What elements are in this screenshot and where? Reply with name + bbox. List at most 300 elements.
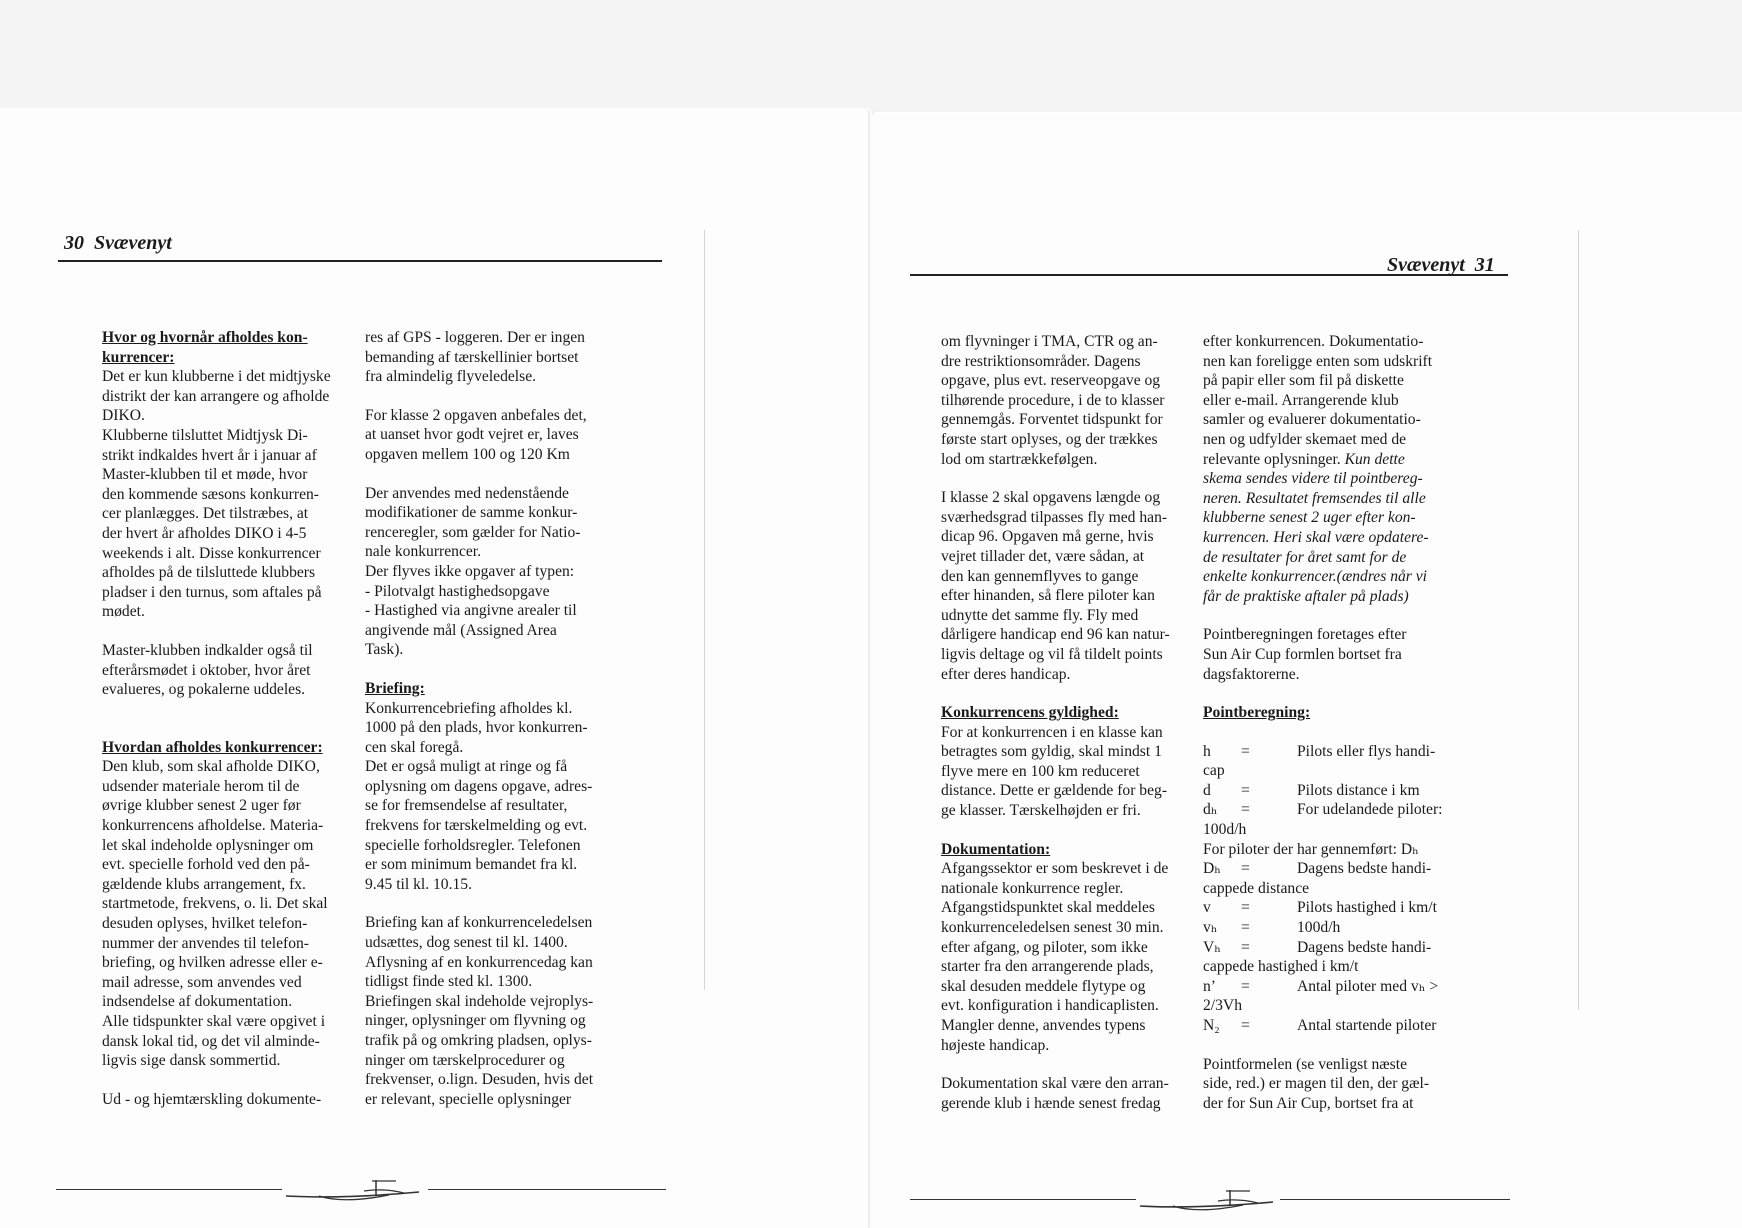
text-content: Sun Air Cup formlen bortset fra bbox=[1203, 645, 1402, 663]
formula-equals: = bbox=[1241, 801, 1250, 819]
text-line bbox=[365, 933, 635, 953]
text-content: Task). bbox=[365, 641, 404, 659]
text-content: sværhedsgrad tilpasses fly med han- bbox=[941, 508, 1168, 526]
footer-rule bbox=[428, 1189, 666, 1190]
text-content: kurrencer: bbox=[102, 348, 175, 366]
magazine-title: Svævenyt bbox=[1387, 254, 1465, 276]
text-content: efter deres handicap. bbox=[941, 665, 1071, 683]
text-line bbox=[941, 938, 1203, 958]
text-content: der hvert år afholdes DIKO i 4-5 bbox=[102, 524, 307, 542]
paragraph-spacer bbox=[365, 465, 635, 484]
text-line bbox=[365, 406, 635, 426]
text-content: cer planlægges. Det tilstræbes, at bbox=[102, 505, 309, 523]
text-content: der for Sun Air Cup, bortset fra at bbox=[1203, 1094, 1414, 1112]
text-content: Klubberne tilsluttet Midtjysk Di- bbox=[102, 426, 308, 444]
text-content: Den klub, som skal afholde DIKO, bbox=[102, 758, 320, 776]
text-content: weekends i alt. Disse konkurrencer bbox=[102, 544, 321, 562]
text-line bbox=[941, 332, 1203, 352]
text-content: ge klasser. Tærskelhøjden er fri. bbox=[941, 802, 1141, 820]
text-content: Pointberegning: bbox=[1203, 704, 1311, 722]
text-content: Dokumentation: bbox=[941, 840, 1051, 858]
text-content: udnytte det samme fly. Fly med bbox=[941, 606, 1139, 624]
text-line bbox=[941, 1036, 1203, 1056]
text-content: samler og evaluerer dokumentatio- bbox=[1203, 411, 1421, 429]
text-content: er som minimum bemandet fra kl. bbox=[365, 856, 578, 874]
formula-description: Antal piloter med vₕ > bbox=[1297, 977, 1439, 995]
text-line bbox=[102, 661, 372, 681]
text-line bbox=[941, 586, 1203, 606]
text-content: cappede hastighed i km/t bbox=[1203, 958, 1359, 976]
text-line bbox=[102, 934, 372, 954]
text-line bbox=[941, 762, 1203, 782]
footer-rule bbox=[56, 1189, 282, 1190]
right-page-fold-edge bbox=[1578, 230, 1579, 1010]
text-content: 2/3Vh bbox=[1203, 997, 1242, 1015]
text-content: Ud - og hjemtærskling dokumente- bbox=[102, 1090, 322, 1108]
italic-text-line bbox=[1203, 567, 1467, 587]
text-content: modifikationer de samme konkur- bbox=[365, 504, 578, 522]
section-heading bbox=[102, 348, 372, 368]
text-line bbox=[1203, 840, 1467, 860]
text-content: evt. konfiguration i handicaplisten. bbox=[941, 997, 1159, 1015]
formula-description: Dagens bedste handi- bbox=[1297, 938, 1432, 956]
right-page-footer bbox=[910, 1188, 1510, 1218]
text-line bbox=[365, 484, 635, 504]
text-line bbox=[365, 621, 635, 641]
text-content: betragtes som gyldig, skal mindst 1 bbox=[941, 743, 1162, 761]
text-line bbox=[941, 625, 1203, 645]
text-line bbox=[365, 328, 635, 348]
text-line bbox=[1203, 665, 1467, 685]
text-content: Der anvendes med nedenstående bbox=[365, 484, 569, 502]
text-content: Hvordan afholdes konkurrencer: bbox=[102, 738, 323, 756]
text-content: For piloter der har gennemført: Dₕ bbox=[1203, 840, 1419, 858]
text-content: konkurrencens afholdelse. Materia- bbox=[102, 817, 324, 835]
text-content: ligvis deltage og vil få tildelt points bbox=[941, 645, 1163, 663]
text-content: Aflysning af en konkurrencedag kan bbox=[365, 953, 593, 971]
text-line bbox=[102, 426, 372, 446]
text-content: er relevant, specielle oplysninger bbox=[365, 1090, 572, 1108]
paragraph-spacer bbox=[1203, 1036, 1467, 1055]
text-line bbox=[102, 777, 372, 797]
section-heading bbox=[102, 328, 372, 348]
text-content: fra almindelig flyveledelse. bbox=[365, 368, 537, 386]
text-content: Briefing: bbox=[365, 679, 425, 697]
text-line bbox=[941, 527, 1203, 547]
text-line bbox=[102, 465, 372, 485]
text-line bbox=[102, 973, 372, 993]
text-line bbox=[365, 816, 635, 836]
text-line bbox=[102, 406, 372, 426]
text-content: Der flyves ikke opgaver af typen: bbox=[365, 562, 575, 580]
text-line bbox=[941, 488, 1203, 508]
text-content: Konkurrencens gyldighed: bbox=[941, 704, 1119, 722]
italic-text-line bbox=[1203, 469, 1467, 489]
text-line bbox=[941, 879, 1203, 899]
text-content: udsættes, dog senest til kl. 1400. bbox=[365, 934, 568, 952]
paragraph-spacer bbox=[365, 660, 635, 679]
text-content: øvrige klubber senest 2 uger før bbox=[102, 797, 301, 815]
text-line bbox=[941, 918, 1203, 938]
text-content: Mangler denne, anvendes typens bbox=[941, 1017, 1146, 1034]
text-line bbox=[365, 699, 635, 719]
text-line bbox=[102, 544, 372, 564]
text-line bbox=[365, 796, 635, 816]
text-content: ninger, oplysninger om flyvning og bbox=[365, 1012, 586, 1030]
formula-symbol: v bbox=[1203, 899, 1211, 917]
text-line bbox=[102, 855, 372, 875]
text-line bbox=[102, 1032, 372, 1052]
text-line bbox=[365, 503, 635, 523]
glider-icon bbox=[284, 1178, 484, 1208]
text-line bbox=[102, 875, 372, 895]
text-content: indsendelse af dokumentation. bbox=[102, 993, 293, 1011]
text-content: For klasse 2 opgaven anbefales det, bbox=[365, 406, 587, 424]
text-content: gældende klubs arrangement, fx. bbox=[102, 875, 306, 893]
text-content: får de praktiske aftaler på plads) bbox=[1203, 587, 1409, 605]
text-line bbox=[365, 562, 635, 582]
formula-description: Pilots hastighed i km/t bbox=[1297, 899, 1437, 917]
text-line bbox=[941, 450, 1203, 470]
formula-symbol: dₕ bbox=[1203, 801, 1218, 819]
text-content: at uanset hvor godt vejret er, laves bbox=[365, 426, 579, 444]
scan-background bbox=[0, 0, 1742, 112]
header-rule bbox=[58, 260, 662, 262]
text-content: gerende klub i hænde senest fredag bbox=[941, 1094, 1161, 1112]
text-line bbox=[1203, 761, 1467, 781]
text-content: specielle forholdsregler. Telefonen bbox=[365, 836, 581, 854]
paragraph-spacer bbox=[941, 684, 1203, 703]
text-content: klubberne senest 2 uger efter kon- bbox=[1203, 509, 1416, 527]
text-content: Afgangssektor er som beskrevet i de bbox=[941, 860, 1169, 878]
text-content: desuden oplyses, hvilket telefon- bbox=[102, 915, 308, 933]
text-content: dagsfaktorerne. bbox=[1203, 665, 1300, 683]
text-line bbox=[102, 524, 372, 544]
text-content: dre restriktionsområder. Dagens bbox=[941, 352, 1141, 370]
text-content: skal desuden meddele flytype og bbox=[941, 977, 1146, 995]
text-content: Master-klubben indkalder også til bbox=[102, 641, 313, 659]
text-content: angivende mål (Assigned Area bbox=[365, 621, 557, 639]
text-line bbox=[365, 640, 635, 660]
text-content: konkurrenceledelsen senest 30 min. bbox=[941, 919, 1164, 937]
italic-text-line bbox=[1203, 587, 1467, 607]
section-heading bbox=[1203, 703, 1467, 723]
formula-symbol: N₂ bbox=[1203, 1017, 1220, 1034]
text-line bbox=[941, 508, 1203, 528]
right-page-column-1 bbox=[941, 332, 1203, 1113]
text-content: Det er kun klubberne i det midtjyske bbox=[102, 368, 331, 386]
text-content: neren. Resultatet fremsendes til alle bbox=[1203, 489, 1426, 507]
paragraph-spacer bbox=[1203, 684, 1467, 703]
text-line bbox=[102, 680, 372, 700]
text-content: kurrencen. Heri skal være opdatere- bbox=[1203, 528, 1429, 546]
text-content: gennemgås. Forventet tidspunkt for bbox=[941, 411, 1163, 429]
text-content: Briefingen skal indeholde vejroplys- bbox=[365, 992, 594, 1010]
formula-definition-row bbox=[1203, 898, 1467, 918]
text-line bbox=[941, 781, 1203, 801]
right-page-header bbox=[1387, 254, 1495, 277]
text-content: For at konkurrencen i en klasse kan bbox=[941, 723, 1163, 741]
text-content: vejret tillader det, være sådan, at bbox=[941, 547, 1145, 565]
text-content: starter fra den arrangerende plads, bbox=[941, 958, 1154, 976]
text-content: se for fremsendelse af resultater, bbox=[365, 797, 568, 815]
text-line bbox=[1203, 410, 1467, 430]
text-content: efter konkurrencen. Dokumentatio- bbox=[1203, 333, 1424, 350]
text-line bbox=[102, 914, 372, 934]
text-line bbox=[365, 582, 635, 602]
text-line bbox=[941, 859, 1203, 879]
text-line bbox=[102, 796, 372, 816]
text-line bbox=[365, 542, 635, 562]
text-line bbox=[941, 1094, 1203, 1114]
section-heading bbox=[941, 840, 1203, 860]
text-content: opgaven mellem 100 og 120 Km bbox=[365, 445, 570, 463]
text-line bbox=[365, 953, 635, 973]
text-line bbox=[365, 1011, 635, 1031]
formula-equals: = bbox=[1241, 899, 1250, 917]
text-content: distrikt der kan arrangere og afholde bbox=[102, 387, 330, 405]
formula-symbol: h bbox=[1203, 742, 1211, 760]
text-line bbox=[365, 738, 635, 758]
text-content: den kan gennemflyves to gange bbox=[941, 567, 1139, 585]
text-content: Pointformelen (se venligst næste bbox=[1203, 1055, 1407, 1073]
formula-description: Antal startende piloter bbox=[1297, 1017, 1437, 1034]
text-content: trafik på og omkring pladsen, oplys- bbox=[365, 1032, 592, 1049]
text-line bbox=[941, 742, 1203, 762]
text-content: efter afgang, og piloter, som ikke bbox=[941, 938, 1148, 956]
formula-equals: = bbox=[1241, 742, 1250, 760]
text-content: dårligere handicap end 96 kan natur- bbox=[941, 626, 1170, 644]
text-content: dicap 96. Opgaven må gerne, hvis bbox=[941, 528, 1154, 546]
text-line bbox=[365, 972, 635, 992]
text-line bbox=[941, 645, 1203, 665]
paragraph-spacer bbox=[102, 622, 372, 641]
text-content: enkelte konkurrencer.(ændres når vi bbox=[1203, 568, 1428, 586]
text-line bbox=[941, 957, 1203, 977]
formula-equals: = bbox=[1241, 919, 1250, 937]
text-content: på papir eller som fil på diskette bbox=[1203, 372, 1404, 390]
text-line bbox=[102, 953, 372, 973]
text-content: afholdes på de tilsluttede klubbers bbox=[102, 564, 316, 582]
text-content: nen og udfylder skemaet med de bbox=[1203, 430, 1407, 448]
formula-symbol: vₕ bbox=[1203, 919, 1218, 937]
text-line bbox=[365, 1051, 635, 1071]
text-line bbox=[102, 1012, 372, 1032]
formula-definition-row bbox=[1203, 800, 1467, 820]
text-content: - Hastighed via angivne arealer til bbox=[365, 602, 577, 620]
text-line bbox=[941, 723, 1203, 743]
paragraph-spacer bbox=[941, 1055, 1203, 1074]
paragraph-spacer bbox=[102, 700, 372, 738]
text-content: Master-klubben til et møde, hvor bbox=[102, 466, 308, 484]
text-line bbox=[102, 387, 372, 407]
text-content: bemanding af tærskellinier bortset bbox=[365, 348, 579, 366]
text-content: I klasse 2 skal opgavens længde og bbox=[941, 489, 1161, 507]
text-line bbox=[365, 1090, 635, 1110]
text-line bbox=[1203, 430, 1467, 450]
text-line bbox=[102, 602, 372, 622]
text-content: ninger om tærskelprocedurer og bbox=[365, 1051, 565, 1069]
text-line bbox=[941, 410, 1203, 430]
text-content: højeste handicap. bbox=[941, 1036, 1050, 1054]
footer-rule bbox=[910, 1199, 1136, 1200]
text-content: relevante oplysninger. bbox=[1203, 450, 1345, 468]
text-line bbox=[102, 1051, 372, 1071]
formula-description: For udelandede piloter: bbox=[1297, 801, 1443, 819]
text-content: Hvor og hvornår afholdes kon- bbox=[102, 329, 308, 346]
text-content: eller e-mail. Arrangerende klub bbox=[1203, 391, 1399, 409]
formula-equals: = bbox=[1241, 860, 1250, 878]
text-content: res af GPS - loggeren. Der er ingen bbox=[365, 329, 585, 346]
text-content: pladser i den turnus, som aftales på bbox=[102, 583, 322, 601]
text-content: distance. Dette er gældende for beg- bbox=[941, 782, 1168, 800]
text-content: Konkurrencebriefing afholdes kl. bbox=[365, 699, 573, 717]
text-content: mødet. bbox=[102, 603, 145, 621]
text-content: den kommende sæsons konkurren- bbox=[102, 485, 319, 503]
text-content: evt. specielle forhold ved den på- bbox=[102, 856, 310, 874]
text-line bbox=[941, 352, 1203, 372]
text-line bbox=[1203, 996, 1467, 1016]
text-content: cap bbox=[1203, 762, 1225, 780]
text-content: skema sendes videre til pointbereg- bbox=[1203, 470, 1423, 488]
section-heading bbox=[102, 738, 372, 758]
text-line bbox=[365, 523, 635, 543]
paragraph-spacer bbox=[941, 469, 1203, 488]
text-line bbox=[102, 504, 372, 524]
text-line bbox=[365, 348, 635, 368]
formula-definition-row bbox=[1203, 918, 1467, 938]
italic-text-line bbox=[1203, 489, 1467, 509]
text-content: oplysning om dagens opgave, adres- bbox=[365, 777, 593, 795]
italic-text-line bbox=[1203, 508, 1467, 528]
text-content: nen kan foreligge enten som udskrift bbox=[1203, 352, 1433, 370]
text-content: de resultater for året samt for de bbox=[1203, 548, 1407, 566]
text-line bbox=[365, 757, 635, 777]
left-page-fold-edge bbox=[704, 230, 705, 990]
text-content: let skal indeholde oplysninger om bbox=[102, 836, 314, 854]
formula-description: 100d/h bbox=[1297, 919, 1341, 937]
text-line bbox=[365, 367, 635, 387]
formula-definition-row bbox=[1203, 977, 1467, 997]
text-line bbox=[941, 547, 1203, 567]
text-line bbox=[365, 777, 635, 797]
text-line bbox=[102, 367, 372, 387]
text-content: DIKO. bbox=[102, 407, 145, 425]
text-line bbox=[365, 992, 635, 1012]
text-line bbox=[941, 977, 1203, 997]
formula-symbol: Dₕ bbox=[1203, 860, 1222, 878]
text-line bbox=[102, 894, 372, 914]
text-line bbox=[941, 665, 1203, 685]
text-line bbox=[102, 583, 372, 603]
text-line bbox=[365, 601, 635, 621]
text-content: Briefing kan af konkurrenceledelsen bbox=[365, 914, 593, 932]
text-content: opgave, plus evt. reserveopgave og bbox=[941, 372, 1161, 390]
formula-equals: = bbox=[1241, 977, 1250, 995]
formula-symbol: Vₕ bbox=[1203, 938, 1222, 956]
text-content: tidligst finde sted kl. 1300. bbox=[365, 973, 533, 991]
text-line bbox=[102, 446, 372, 466]
formula-definition-row bbox=[1203, 781, 1467, 801]
text-content: renceregler, som gælder for Natio- bbox=[365, 523, 581, 541]
formula-definition-row bbox=[1203, 859, 1467, 879]
text-line bbox=[941, 430, 1203, 450]
text-line bbox=[365, 1070, 635, 1090]
text-content: tilhørende procedure, i de to klasser bbox=[941, 391, 1165, 409]
footer-rule bbox=[1280, 1199, 1510, 1200]
text-content: - Pilotvalgt hastighedsopgave bbox=[365, 582, 550, 600]
paragraph-spacer bbox=[365, 387, 635, 406]
text-content: evalueres, og pokalerne uddeles. bbox=[102, 681, 306, 699]
text-line bbox=[941, 1074, 1203, 1094]
text-content: frekvens for tærskelmelding og evt. bbox=[365, 817, 588, 835]
paragraph-spacer bbox=[1203, 606, 1467, 625]
paragraph-spacer bbox=[1203, 723, 1467, 742]
text-line bbox=[102, 757, 372, 777]
text-content: Pointberegningen foretages efter bbox=[1203, 626, 1407, 644]
text-content: mail adresse, som anvendes ved bbox=[102, 973, 302, 991]
text-line bbox=[365, 855, 635, 875]
right-page-column-2 bbox=[1203, 332, 1467, 1113]
italic-text-line bbox=[1203, 528, 1467, 548]
section-heading bbox=[365, 679, 635, 699]
text-content: nationale konkurrence regler. bbox=[941, 879, 1124, 897]
text-line bbox=[941, 606, 1203, 626]
text-content: Det er også muligt at ringe og få bbox=[365, 758, 568, 776]
glider-icon bbox=[1138, 1188, 1338, 1218]
text-line bbox=[365, 913, 635, 933]
text-content: 1000 på den plads, hvor konkurren- bbox=[365, 719, 588, 737]
text-line bbox=[365, 425, 635, 445]
text-content: udsender materiale herom til de bbox=[102, 777, 300, 795]
text-line bbox=[365, 718, 635, 738]
text-line bbox=[102, 641, 372, 661]
text-line bbox=[102, 816, 372, 836]
formula-equals: = bbox=[1241, 781, 1250, 799]
text-line bbox=[365, 1031, 635, 1051]
text-line bbox=[1203, 1094, 1467, 1114]
text-line bbox=[941, 567, 1203, 587]
text-content: cen skal foregå. bbox=[365, 738, 464, 756]
paragraph-spacer bbox=[102, 1071, 372, 1090]
page-number: 31 bbox=[1474, 254, 1495, 276]
italic-text-line bbox=[1203, 548, 1467, 568]
text-content: briefing, og hvilken adresse eller e- bbox=[102, 954, 323, 972]
page-number: 30 bbox=[64, 232, 84, 254]
text-line bbox=[1203, 957, 1467, 977]
text-line bbox=[941, 898, 1203, 918]
text-line bbox=[1203, 879, 1467, 899]
text-line bbox=[102, 836, 372, 856]
formula-symbol: d bbox=[1203, 781, 1211, 799]
text-line bbox=[102, 485, 372, 505]
text-line bbox=[1203, 645, 1467, 665]
text-content: efter hinanden, så flere piloter kan bbox=[941, 587, 1155, 605]
text-line bbox=[1203, 391, 1467, 411]
formula-definition-row bbox=[1203, 1016, 1467, 1036]
text-line bbox=[1203, 1074, 1467, 1094]
text-line bbox=[365, 836, 635, 856]
text-line bbox=[1203, 450, 1467, 470]
magazine-title: Svævenyt bbox=[94, 232, 172, 254]
text-content: cappede distance bbox=[1203, 879, 1310, 897]
text-line bbox=[1203, 1055, 1467, 1075]
text-line bbox=[1203, 332, 1467, 352]
text-line bbox=[941, 391, 1203, 411]
formula-definition-row bbox=[1203, 938, 1467, 958]
text-content: frekvenser, o.lign. Desuden, hvis det bbox=[365, 1071, 594, 1089]
text-content: flyve mere en 100 km reduceret bbox=[941, 762, 1140, 780]
